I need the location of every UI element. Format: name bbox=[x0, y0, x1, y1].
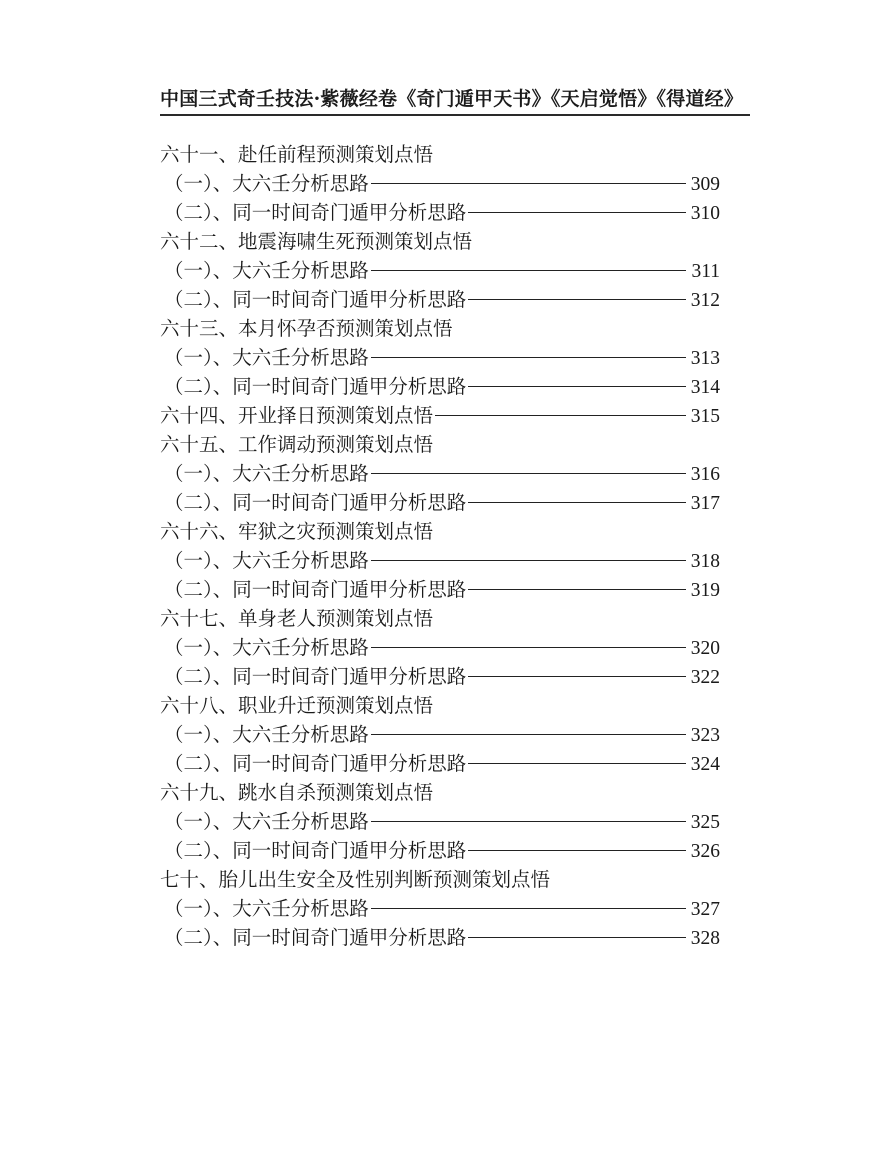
toc-entry-title: （二）、同一时间奇门遁甲分析思路 bbox=[164, 665, 467, 688]
toc-entry-title: （一）、大六壬分析思路 bbox=[164, 346, 369, 369]
toc-entry-title: 六十二、地震海啸生死预测策划点悟 bbox=[160, 230, 473, 253]
toc-entry-title: （一）、大六壬分析思路 bbox=[164, 172, 369, 195]
toc-page-number: 311 bbox=[691, 261, 720, 282]
toc-entry-title: 六十四、开业择日预测策划点悟 bbox=[160, 404, 434, 427]
toc-section-entry[interactable] bbox=[160, 284, 720, 313]
toc-leader-line bbox=[468, 212, 686, 213]
toc-page-number: 325 bbox=[690, 812, 720, 833]
toc-page-number: 320 bbox=[690, 638, 720, 659]
toc-page-number: 317 bbox=[690, 493, 720, 514]
toc-page-number: 309 bbox=[690, 174, 720, 195]
toc-page-number: 313 bbox=[690, 348, 720, 369]
toc-leader-line bbox=[468, 937, 686, 938]
toc-chapter-entry[interactable] bbox=[160, 603, 720, 632]
toc-leader-line bbox=[468, 386, 686, 387]
toc-leader-line bbox=[468, 502, 686, 503]
toc-section-entry[interactable] bbox=[160, 545, 720, 574]
toc-leader-line bbox=[371, 270, 686, 271]
toc-section-entry[interactable] bbox=[160, 487, 720, 516]
toc-section-entry[interactable] bbox=[160, 748, 720, 777]
toc-leader-line bbox=[371, 560, 686, 561]
toc-page-number: 319 bbox=[690, 580, 720, 601]
toc-entry-title: 七十、胎儿出生安全及性别判断预测策划点悟 bbox=[160, 868, 551, 891]
toc-section-entry[interactable] bbox=[160, 197, 720, 226]
toc-leader-line bbox=[468, 676, 686, 677]
toc-section-entry[interactable] bbox=[160, 371, 720, 400]
toc-page-number: 312 bbox=[690, 290, 720, 311]
toc-entry-title: （一）、大六壬分析思路 bbox=[164, 549, 369, 572]
toc-chapter-entry[interactable] bbox=[160, 313, 720, 342]
toc-leader-line bbox=[371, 734, 686, 735]
running-header: 中国三式奇壬技法·紫薇经卷《奇门遁甲天书》《天启觉悟》《得道经》 bbox=[160, 88, 744, 110]
toc-entry-title: 六十一、赴任前程预测策划点悟 bbox=[160, 143, 434, 166]
toc-leader-line bbox=[468, 299, 686, 300]
toc-entry-title: （二）、同一时间奇门遁甲分析思路 bbox=[164, 288, 467, 311]
toc-page-number: 327 bbox=[690, 899, 720, 920]
toc-section-entry[interactable] bbox=[160, 168, 720, 197]
toc-chapter-entry[interactable] bbox=[160, 777, 720, 806]
toc-entry-title: （二）、同一时间奇门遁甲分析思路 bbox=[164, 375, 467, 398]
toc-page-number: 324 bbox=[690, 754, 720, 775]
toc-section-entry[interactable] bbox=[160, 458, 720, 487]
toc-entry-title: （二）、同一时间奇门遁甲分析思路 bbox=[164, 839, 467, 862]
toc-chapter-entry[interactable] bbox=[160, 400, 720, 429]
toc-section-entry[interactable] bbox=[160, 806, 720, 835]
toc-section-entry[interactable] bbox=[160, 922, 720, 951]
toc-chapter-entry[interactable] bbox=[160, 516, 720, 545]
toc-entry-title: （一）、大六壬分析思路 bbox=[164, 810, 369, 833]
toc-leader-line bbox=[371, 357, 686, 358]
toc-leader-line bbox=[371, 183, 686, 184]
toc-entry-title: 六十九、跳水自杀预测策划点悟 bbox=[160, 781, 434, 804]
header-rule bbox=[160, 114, 750, 116]
toc-entry-title: （一）、大六壬分析思路 bbox=[164, 897, 369, 920]
toc-chapter-entry[interactable] bbox=[160, 429, 720, 458]
toc-section-entry[interactable] bbox=[160, 255, 720, 284]
toc-entry-title: （一）、大六壬分析思路 bbox=[164, 259, 369, 282]
toc-entry-title: （二）、同一时间奇门遁甲分析思路 bbox=[164, 491, 467, 514]
toc-leader-line bbox=[371, 473, 686, 474]
toc-page-number: 315 bbox=[690, 406, 720, 427]
toc-page-number: 323 bbox=[690, 725, 720, 746]
toc-leader-line bbox=[371, 821, 686, 822]
toc-page-number: 328 bbox=[690, 928, 720, 949]
toc-section-entry[interactable] bbox=[160, 835, 720, 864]
toc-leader-line bbox=[468, 763, 686, 764]
table-of-contents bbox=[160, 139, 720, 951]
toc-leader-line bbox=[371, 647, 686, 648]
toc-page-number: 316 bbox=[690, 464, 720, 485]
toc-entry-title: 六十八、职业升迁预测策划点悟 bbox=[160, 694, 434, 717]
toc-leader-line bbox=[468, 589, 686, 590]
toc-page-number: 310 bbox=[690, 203, 720, 224]
toc-page-number: 318 bbox=[690, 551, 720, 572]
toc-entry-title: （二）、同一时间奇门遁甲分析思路 bbox=[164, 201, 467, 224]
toc-entry-title: 六十六、牢狱之灾预测策划点悟 bbox=[160, 520, 434, 543]
toc-chapter-entry[interactable] bbox=[160, 226, 720, 255]
toc-entry-title: （二）、同一时间奇门遁甲分析思路 bbox=[164, 752, 467, 775]
toc-entry-title: 六十五、工作调动预测策划点悟 bbox=[160, 433, 434, 456]
toc-page-number: 322 bbox=[690, 667, 720, 688]
toc-section-entry[interactable] bbox=[160, 661, 720, 690]
toc-entry-title: （一）、大六壬分析思路 bbox=[164, 723, 369, 746]
toc-entry-title: 六十三、本月怀孕否预测策划点悟 bbox=[160, 317, 453, 340]
toc-entry-title: （一）、大六壬分析思路 bbox=[164, 636, 369, 659]
toc-chapter-entry[interactable] bbox=[160, 139, 720, 168]
toc-section-entry[interactable] bbox=[160, 632, 720, 661]
toc-page-number: 314 bbox=[690, 377, 720, 398]
toc-section-entry[interactable] bbox=[160, 574, 720, 603]
toc-leader-line bbox=[468, 850, 686, 851]
toc-leader-line bbox=[435, 415, 686, 416]
toc-entry-title: （二）、同一时间奇门遁甲分析思路 bbox=[164, 926, 467, 949]
toc-chapter-entry[interactable] bbox=[160, 690, 720, 719]
toc-leader-line bbox=[371, 908, 686, 909]
toc-entry-title: （二）、同一时间奇门遁甲分析思路 bbox=[164, 578, 467, 601]
toc-section-entry[interactable] bbox=[160, 893, 720, 922]
toc-section-entry[interactable] bbox=[160, 719, 720, 748]
toc-section-entry[interactable] bbox=[160, 342, 720, 371]
toc-page-number: 326 bbox=[690, 841, 720, 862]
toc-entry-title: 六十七、单身老人预测策划点悟 bbox=[160, 607, 434, 630]
toc-chapter-entry[interactable] bbox=[160, 864, 720, 893]
toc-entry-title: （一）、大六壬分析思路 bbox=[164, 462, 369, 485]
